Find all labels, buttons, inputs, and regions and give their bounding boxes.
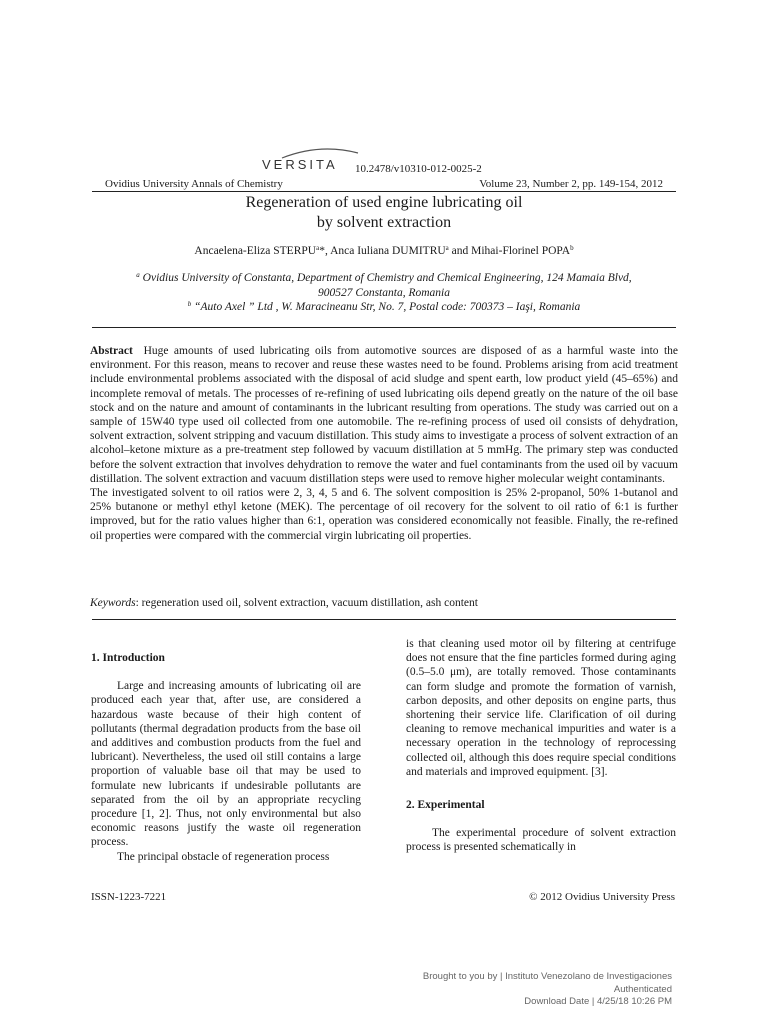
keywords: [90, 597, 678, 609]
abstract-paragraph-2: The investigated solvent to oil ratios were 2, 3, 4, 5 and 6. The solvent composition is 25% 2-propanol, 50% 1-butanol and 25% butanone or methyl ethyl ketone (MEK). The percentage of oil recovery for the solvent to oil ratio of 6:1 is further improved, but for the ratio values higher than 6:1, operation was considered economically not feasible. Finally, the re-refined oil properties were compared with the commercial virgin lubricating oil properties.: [90, 487, 678, 542]
author-separator: ,: [324, 245, 331, 257]
intro-paragraph-1: Large and increasing amounts of lubricating oil are produced each year that, after use, are considered a hazardous waste because of their high content of pollutants (thermal degradation products from the base oil and additives and combustion products from the fuel and lubricant). Nevertheless, the used oil still contains a large proportion of valuable base oil that may be used to formulate new lubricants if undesirable pollutants are separated from the oil by an appropriate recycling procedure [1, 2]. Thus, not only environmental but also economic reasons justify the waste oil regeneration process.: [91, 680, 361, 849]
experimental-paragraph-1: The experimental procedure of solvent extraction process is presented schematically in: [406, 827, 676, 854]
affiliation-sup: b: [187, 300, 192, 308]
affiliation-a-line1: Ovidius University of Constanta, Department of Chemistry and Chemical Engineering, 124 Mamaia Blvd,: [142, 272, 632, 284]
title-line-2: by solvent extraction: [316, 214, 452, 231]
volume-info: Volume 23, Number 2, pp. 149-154, 2012: [479, 178, 663, 190]
left-column: [91, 651, 361, 864]
affiliation-rule: [92, 327, 676, 328]
right-column: [406, 637, 676, 855]
author-sup: a: [445, 244, 449, 252]
keywords-rule: [92, 619, 676, 620]
download-line-2: Authenticated: [613, 983, 672, 995]
affiliation-b-text: “Auto Axel ” Ltd , W. Maracineanu Str, No. 7, Postal code: 700373 – Iaşi, Romania: [194, 301, 581, 313]
abstract-label: Abstract: [90, 345, 133, 357]
journal-name: Ovidius University Annals of Chemistry: [105, 178, 283, 190]
affiliation-a-line2: 900527 Constanta, Romania: [318, 287, 450, 299]
issn: ISSN-1223-7221: [91, 891, 167, 903]
header-rule: [92, 191, 676, 192]
keywords-label: Keywords: [90, 597, 136, 609]
corresponding-mark: *: [319, 245, 325, 257]
copyright: © 2012 Ovidius University Press: [529, 891, 675, 903]
abstract-text-1: Huge amounts of used lubricating oils from automotive sources are disposed of as a harmful waste into the environment. For this reason, means to recover and reuse these wastes need to be found. Problems arising from acid treatment include environmental problems associated with the disposal of acid sludge and spent earth, low product yield (45–65%) and incomplete removal of metals. The processes of re-refining of used lubricating oils depend greatly on the nature of the oil base stock and on the nature and amount of contaminants in the lubricant resulting from operations. The study was carried out on a sample of 15W40 type used oil collected from one automobile. The re-refining process of used oil consists of dehydration, solvent extraction, solvent stripping and vacuum distillation. This study aims to investigate a process of solvent extraction of an alcohol–ketone mixture as a pre-treatment step followed by vacuum distillation at 5 mmHg. The primary step was conducted before the solvent extraction that involves dehydration to remove the water and fuel contaminants from the used oil by vacuum distillation. The solvent extraction and vacuum distillation steps were used to remove higher molecular weight contaminants.: [90, 345, 678, 485]
section-heading-experimental: 2. Experimental: [406, 799, 485, 812]
keywords-text: : regeneration used oil, solvent extraction, vacuum distillation, ash content: [135, 597, 478, 609]
affiliation-b: [92, 301, 676, 313]
author-sup: b: [570, 244, 574, 252]
title-line-1: Regeneration of used engine lubricating oil: [245, 194, 523, 211]
affiliation-sup: a: [136, 271, 140, 279]
doi: 10.2478/v10310-012-0025-2: [355, 163, 482, 175]
author-name: Ancaelena-Eliza STERPU: [194, 245, 317, 257]
author-name: Anca Iuliana DUMITRU: [330, 245, 446, 257]
download-line-3: Download Date | 4/25/18 10:26 PM: [524, 996, 672, 1007]
intro-paragraph-2: The principal obstacle of regeneration process: [117, 850, 330, 863]
author-name: Mihai-Florinel POPA: [471, 245, 571, 257]
download-stamp: [380, 971, 672, 1009]
abstract-paragraph-1: [90, 344, 678, 486]
intro-paragraph-2-continued: is that cleaning used motor oil by filtering at centrifuge does not ensure that the fine particles formed during aging (0.5–5.0 μm), are totally removed. Those contaminants can form sludge and promote the formation of varnish, carbon deposits, and other deposits on engine parts, thus shortening their service life. Clarification of oil during cleaning to remove mechanical impurities and water is a necessary operation in the technology of reprocessing collected oil, although this does require special conditions and materials and improved equipment. [3].: [406, 638, 676, 778]
affiliation-a: [92, 271, 676, 301]
section-heading-introduction: 1. Introduction: [91, 652, 165, 664]
paper-title: [92, 193, 676, 233]
author-sup: a: [316, 244, 320, 252]
publisher-logo-text: VERSITA: [262, 157, 338, 172]
author-separator: and: [448, 245, 472, 257]
download-line-1: Brought to you by | Instituto Venezolano de Investigaciones: [422, 971, 672, 982]
abstract: [90, 344, 678, 543]
author-list: [92, 245, 676, 257]
